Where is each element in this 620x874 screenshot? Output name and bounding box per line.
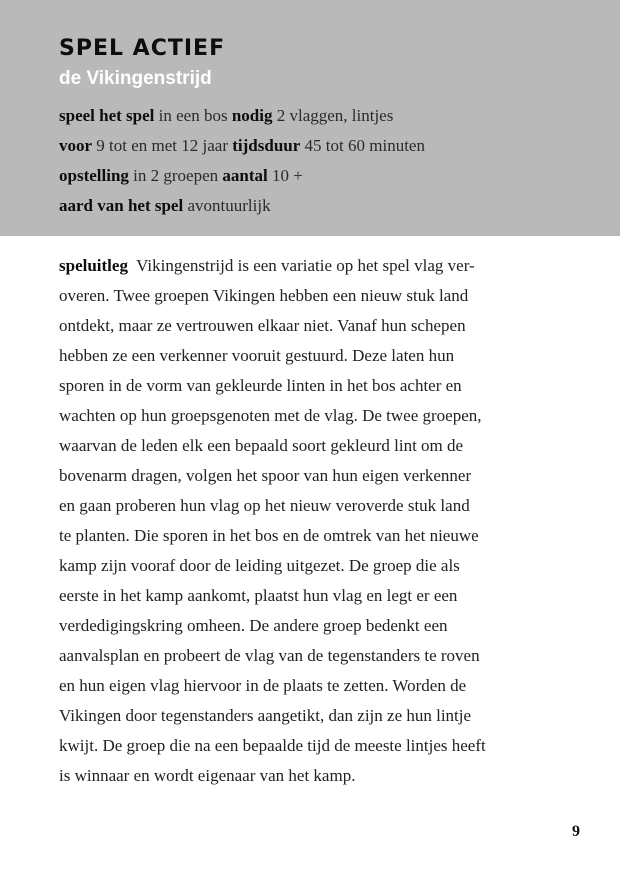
meta-value-count: 10 + <box>271 166 303 185</box>
body-line: sporen in de vorm van gekleurde linten in het bos achter en <box>59 376 462 395</box>
body-line: eerste in het kamp aankomt, plaatst hun vlag en legt er een <box>59 586 458 605</box>
body-line: Vikingen door tegenstanders aangetikt, dan zijn ze hun lintje <box>59 706 472 725</box>
meta-label-setup: opstelling <box>59 166 129 185</box>
body-line-text: Vikingenstrijd is een variatie op het spel vlag ver- <box>136 256 475 275</box>
body-line: kwijt. De groep die na een bepaalde tijd de meeste lintjes heeft <box>59 736 486 755</box>
meta-line-type <box>59 191 579 221</box>
meta-label-count: aantal <box>222 166 268 185</box>
meta-line-setup <box>59 161 579 191</box>
body-line: aanvalsplan en probeert de vlag van de tegenstanders te roven <box>59 646 480 665</box>
body-line: en hun eigen vlag hiervoor in de plaats te zetten. Worden de <box>59 676 467 695</box>
body-line: wachten op hun groepsgenoten met de vlag. De twee groepen, <box>59 406 482 425</box>
page-number: 9 <box>572 823 580 840</box>
meta-value-type: avontuurlijk <box>187 196 271 215</box>
meta-label-type: aard van het spel <box>59 196 184 215</box>
body-line: ontdekt, maar ze vertrouwen elkaar niet. Vanaf hun schepen <box>59 316 466 335</box>
meta-label-needed: nodig <box>231 106 273 125</box>
game-explanation <box>59 251 559 791</box>
meta-value-play: in een bos <box>158 106 228 125</box>
meta-value-setup: in 2 groepen <box>133 166 219 185</box>
body-line <box>59 251 559 281</box>
meta-value-duration: 45 tot 60 minuten <box>304 136 425 155</box>
body-line: overen. Twee groepen Vikingen hebben een nieuw stuk land <box>59 286 469 305</box>
body-line: bovenarm dragen, volgen het spoor van hun eigen verkenner <box>59 466 472 485</box>
meta-value-needed: 2 vlaggen, lintjes <box>276 106 394 125</box>
explanation-label: speluitleg <box>59 256 128 275</box>
meta-label-for: voor <box>59 136 93 155</box>
section-title: SPEL ACTIEF <box>59 36 226 61</box>
body-line: hebben ze een verkenner vooruit gestuurd. Deze laten hun <box>59 346 455 365</box>
body-line: te planten. Die sporen in het bos en de omtrek van het nieuwe <box>59 526 479 545</box>
meta-line-location <box>59 101 579 131</box>
meta-value-for: 9 tot en met 12 jaar <box>96 136 229 155</box>
meta-label-play: speel het spel <box>59 106 155 125</box>
body-line: verdedigingskring omheen. De andere groep bedenkt een <box>59 616 448 635</box>
meta-label-duration: tijdsduur <box>232 136 301 155</box>
body-line: waarvan de leden elk een bepaald soort gekleurd lint om de <box>59 436 464 455</box>
game-title: de Vikingenstrijd <box>59 68 212 89</box>
body-line: en gaan proberen hun vlag op het nieuw veroverde stuk land <box>59 496 470 515</box>
body-line: kamp zijn vooraf door de leiding uitgezet. De groep die als <box>59 556 460 575</box>
game-meta <box>59 101 579 221</box>
body-line: is winnaar en wordt eigenaar van het kamp. <box>59 766 356 785</box>
meta-line-age <box>59 131 579 161</box>
